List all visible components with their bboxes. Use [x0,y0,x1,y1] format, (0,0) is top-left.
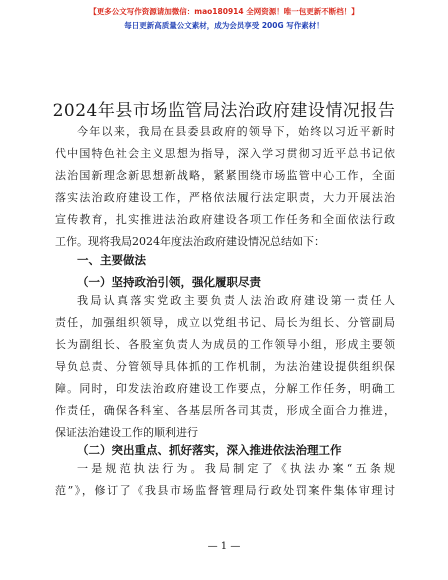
paragraph-line: 一是规范执法行为。我局制定了《执法办案“五条规 [77,462,395,475]
paragraph-line: 我局认真落实党政主要负责人法治政府建设第一责任人 [77,294,395,307]
section-heading-main-practices: 一、主要做法 [77,253,146,267]
paragraph-line: 障。同时，印发法治政府建设工作要点，分解工作任务，明确工 [55,382,395,395]
intro-line: 宣传教育，扎实推进法治政府建设各项工作任务和全面依法行政 [55,213,395,226]
enforcement-paragraph [55,458,395,502]
intro-line: 法治国新理念新思想新战略，紧紧围绕市场监管中心工作，全面 [55,169,395,182]
paragraph-line: 责任，加强组织领导，成立以党组书记、局长为组长、分管副局 [55,316,395,329]
paragraph-line: 保证法治建设工作的顺利进行 [55,426,198,439]
paragraph-line: 导负总责、分管领导具体抓的工作机制，为法治建设提供组织保 [55,360,395,373]
paragraph-line: 作责任，确保各科室、各基层所各司其责，形成全面合力推进， [55,404,395,417]
intro-paragraph [55,121,395,253]
intro-line: 今年以来，我局在县委县政府的领导下，始终以习近平新时 [77,125,395,138]
promo-banner-line-2: 每日更新高质量公文素材，成为会员享受 200G 写作素材！ [124,21,324,30]
intro-line: 落实法治政府建设工作，严格依法履行法定职责，大力开展法治 [55,191,395,204]
intro-line: 代中国特色社会主义思想为指导，深入学习贯彻习近平总书记依 [55,147,395,160]
paragraph-line: 长为副组长、各股室负责人为成员的工作领导小组，形成主要领 [55,338,395,351]
intro-line: 工作。现将我局2024年度法治政府建设情况总结如下： [55,235,325,248]
page-number: — 1 — [207,541,241,552]
subsection-heading-key-priorities: （二）突出重点、抓好落实，深入推进依法治理工作 [77,443,342,457]
leadership-paragraph [55,290,395,444]
promo-banner-line-1: 【更多公文写作资源请加微信：mao180914 全网资源！唯一包更新不断档！】 [89,7,359,16]
paragraph-line: 范”》，修订了《我县市场监督管理局行政处罚案件集体审理讨 [55,484,395,497]
subsection-heading-political-leadership: （一）坚持政治引领，强化履职尽责 [77,275,261,289]
document-title: 2024年县市场监管局法治政府建设情况报告 [52,101,396,121]
